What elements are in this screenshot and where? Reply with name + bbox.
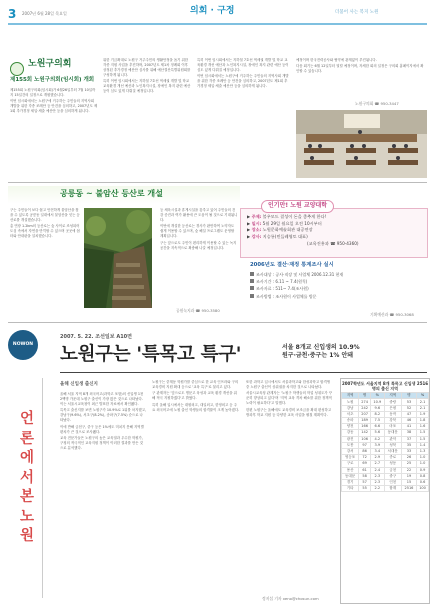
table-cell: 0.9 bbox=[417, 467, 429, 473]
table-cell: 3.9 bbox=[371, 442, 385, 448]
table-cell: 강동 bbox=[342, 430, 359, 436]
table-cell: 47 bbox=[401, 411, 416, 417]
paragraph: 이번 임시회에서는 노원구에 거주하는 주민들의 지역사회 개발을 위한 각종 조례안 등 안건을 심의하고, 2007년도 제1회 추가경정 세입·세출 예산안 등을 심의하게 됩니다. bbox=[197, 74, 289, 89]
press-source: 2007. 5. 22. 조선일보 A10면 bbox=[60, 334, 132, 340]
table-cell: 광진 bbox=[342, 436, 359, 442]
table-cell: 106 bbox=[359, 436, 371, 442]
table-cell: 동대문 bbox=[342, 473, 359, 479]
story2-credit: 공원녹지과 ☎ 950-3580 bbox=[176, 308, 220, 313]
table-cell: 46 bbox=[401, 418, 416, 424]
table-cell: 69 bbox=[359, 461, 371, 467]
table-cell: 57 bbox=[359, 479, 371, 485]
table-cell: 35 bbox=[401, 442, 416, 448]
paragraph: 특히 이번 임시회에서는 지하철 7호선 역세권 개발 및 학교 교육환경 개선 예산과 노인복지시설, 장애인 복지 관련 예산 등이 심도 있게 다뤄질 예정입니다. bbox=[197, 58, 289, 72]
paragraph: 특히 이번 임시회에서는 지하철 7호선 역세권 개발 및 학교 교육환경 개선 예산과 노인복지시설, 장애인 복지 관련 예산 등이 심도 있게 다뤄질 예정입니다. bbox=[103, 79, 191, 94]
table-cell: 37 bbox=[401, 436, 416, 442]
table-cell: 서대문 bbox=[384, 448, 401, 454]
column-header: % bbox=[417, 393, 429, 399]
table-cell: 중랑 bbox=[384, 399, 401, 405]
table-cell: 9.6 bbox=[371, 405, 385, 411]
paragraph: 이에 반해 금천구, 중구 등은 1%에도 미치지 못해 지역별 편차가 큰 것으로 조사됐다. bbox=[60, 424, 144, 434]
table-cell: 2.2 bbox=[371, 486, 385, 492]
table-cell: 52 bbox=[401, 405, 416, 411]
paragraph: 한편 노원구는 올해에도 교육경비 보조금을 확대 편성하고 방과후 학교 지원 등 다양한 교육 사업을 펼칠 계획이다. bbox=[246, 407, 332, 417]
survey-credit: 기획예산과 ☎ 950-3068 bbox=[370, 312, 414, 317]
table-cell: 2.4 bbox=[371, 467, 385, 473]
table-cell: 2516 bbox=[401, 486, 416, 492]
table-cell: 55 bbox=[359, 486, 371, 492]
story2-col1 bbox=[10, 208, 80, 304]
table-cell: 성북 bbox=[384, 442, 401, 448]
paragraph: 예정이며 한국전력공사와 협약에 관계없이 추진됩니다. bbox=[296, 58, 377, 62]
table-cell: 4.2 bbox=[371, 436, 385, 442]
table-cell: 합계 bbox=[384, 486, 401, 492]
nowon-stamp: NOWON bbox=[8, 330, 38, 360]
table-body bbox=[342, 399, 429, 492]
table-cell: 서초 bbox=[342, 411, 359, 417]
table-cell: 2.9 bbox=[371, 455, 385, 461]
story1-subtitle: 제155회 노원구의회(임시회) 개회 bbox=[10, 77, 95, 83]
list-item: 조사대상 : 공사·직장 및 사업체 2006.12.31 현재 bbox=[250, 272, 425, 278]
origin-table bbox=[341, 392, 429, 492]
table-cell: 1.5 bbox=[417, 430, 429, 436]
paragraph: 특히 올해 입시에서는 대원외고, 대일외고, 한영외고 등 주요 외국어고에 노원 출신 학생들의 합격률이 크게 높아졌다. bbox=[152, 402, 240, 412]
bullet-icon bbox=[250, 294, 254, 298]
table-cell: 2.1 bbox=[417, 399, 429, 405]
issue-date: 2007년 6월 28일 목요일 bbox=[22, 11, 67, 16]
table-cell: 26 bbox=[401, 455, 416, 461]
table-cell: 1.9 bbox=[417, 411, 429, 417]
lecture-box bbox=[240, 202, 428, 258]
bullet-icon bbox=[250, 272, 254, 276]
table-cell: 15 bbox=[401, 479, 416, 485]
table-cell: 1.3 bbox=[417, 448, 429, 454]
paragraph: 총 연장 1.2km의 등산로는 숲 사이로 조성되어 도심 속에서 자연을 만끽할 수 있으며 곳곳에 쉼터와 안내판을 설치했습니다. bbox=[10, 224, 80, 239]
table-cell: 1.6 bbox=[417, 424, 429, 430]
table-cell: 207 bbox=[359, 411, 371, 417]
origin-table-box bbox=[340, 378, 430, 604]
story2-col2 bbox=[160, 208, 238, 304]
column-header: 명 bbox=[401, 393, 416, 399]
column-header: 지역 bbox=[384, 393, 401, 399]
table-cell: 동대문 bbox=[384, 430, 401, 436]
list-item: 조사방법 : 조사원이 사업체를 방문 bbox=[250, 294, 425, 300]
press-col2 bbox=[152, 380, 240, 602]
paragraph: 올해 서울 지역 8개 외국어고(과학고 포함)의 신입생 1천 2백명 가운데 노원구 출신이 가장 많은 것으로 나타났다. 이는 서울시교육청이 최근 발표한 자료에서 확인됐다. bbox=[60, 392, 144, 406]
story1-col1 bbox=[10, 88, 98, 178]
table-row bbox=[342, 486, 429, 492]
page-header bbox=[0, 0, 435, 28]
table-cell: 5.6 bbox=[371, 430, 385, 436]
divider bbox=[8, 182, 427, 183]
table-cell: 38 bbox=[401, 430, 416, 436]
table-cell: 2.3 bbox=[371, 479, 385, 485]
table-cell: 1.0 bbox=[417, 461, 429, 467]
press-subhead: 올해 신입생 출신지 bbox=[60, 382, 98, 387]
table-cell: 1.8 bbox=[417, 418, 429, 424]
list-item: ▶ 장소: 노원문화예술회관 대공연장 bbox=[247, 227, 313, 233]
story2-title: 공릉동 ~ 불암산 등산로 개설 bbox=[60, 189, 163, 198]
table-cell: 구로 bbox=[342, 461, 359, 467]
table-cell: 7.5 bbox=[371, 418, 385, 424]
press-col1 bbox=[60, 392, 146, 602]
table-cell: 도봉 bbox=[342, 442, 359, 448]
list-item: 조사기간 : 6.11 ~ 7.4(원칙) bbox=[250, 279, 425, 285]
press-col3 bbox=[246, 380, 334, 592]
column-header: % bbox=[371, 393, 385, 399]
table-cell: 영등포 bbox=[342, 455, 359, 461]
column-header: 명 bbox=[359, 393, 371, 399]
survey-list bbox=[250, 272, 425, 301]
table-cell: 142 bbox=[359, 430, 371, 436]
table-cell: 강서 bbox=[342, 448, 359, 454]
lecture-box-title: 인기만! 노원 교양대학 bbox=[261, 200, 334, 213]
table-cell: 0.6 bbox=[417, 479, 429, 485]
trail-photo bbox=[84, 208, 152, 308]
table-cell: 마포 bbox=[384, 424, 401, 430]
table-cell: 97 bbox=[359, 442, 371, 448]
section-title: 의회 · 구정 bbox=[190, 6, 235, 16]
press-headline: 노원구는 '특목고 특구' bbox=[60, 344, 242, 365]
survey-title: 2006년도 결산·재정 통계조사 실시 bbox=[250, 262, 334, 268]
table-cell: 72 bbox=[359, 455, 371, 461]
table-cell: 100 bbox=[417, 486, 429, 492]
list-item: ▶ 강사: 지승룡(민들레영토 대표) bbox=[247, 234, 308, 240]
headline-rule bbox=[60, 372, 427, 373]
press-deck: 서울 8개교 신입생의 10.9% 원구·금천·중구는 1% 안돼 bbox=[282, 344, 360, 360]
table-cell: 1.5 bbox=[417, 436, 429, 442]
page-number: 3 bbox=[8, 7, 17, 21]
table-cell: 강남 bbox=[342, 405, 359, 411]
table-cell: 10.9 bbox=[371, 399, 385, 405]
table-cell: 0.8 bbox=[417, 473, 429, 479]
story1-col4 bbox=[296, 58, 426, 98]
table-cell: 19 bbox=[401, 473, 416, 479]
table-cell: 동작 bbox=[384, 411, 401, 417]
table-cell: 강북 bbox=[384, 418, 401, 424]
table-cell: 경기 bbox=[342, 479, 359, 485]
table-cell: 6.6 bbox=[371, 424, 385, 430]
paragraph: 교육 전문가들은 노원구의 높은 교육열과 우수한 학원가, 구청의 적극적인 교육지원 정책이 이러한 결과를 만든 것으로 분석했다. bbox=[60, 436, 143, 450]
list-item: (교육진흥과 ☎ 950-4360) bbox=[307, 240, 359, 246]
table-cell: 274 bbox=[359, 399, 371, 405]
table-cell: 종로 bbox=[384, 455, 401, 461]
table-cell: 41 bbox=[401, 424, 416, 430]
council-logo-icon bbox=[10, 62, 24, 76]
bullet-icon bbox=[250, 286, 254, 290]
paragraph: 위한 기금확대로 노원구 거주주민의 생활안정을 돕기 위한 각종 지원 사업을 추진하며, 2007년도 제1차 정례회 이후 상정된 추가경정 예산안 심사를 위해 예산결산특별위원회를 구성하게 됩니다. bbox=[103, 58, 191, 77]
table-cell: 송파 bbox=[342, 418, 359, 424]
paragraph: 또한 과학고 입시에서도 서울과학고와 한성과학고 합격생 중 노원구 출신이 상위권을 차지한 것으로 나타났다. bbox=[246, 380, 330, 389]
header-rule bbox=[8, 23, 427, 25]
list-item: ▶ 주제: 불우모드 결성이 돈을 좋추게 한다! bbox=[247, 214, 327, 219]
column-header: 지역 bbox=[342, 393, 359, 399]
table-cell: 은평 bbox=[384, 405, 401, 411]
paragraph: 이번 임시회에서는 노원구에 거주하는 주민들의 지역사회 개발을 위한 각종 조례안 등 안건을 심의하고, 2007년도 제1회 추가경정 세입·세출 예산안 등을 심의하게 됩니다. bbox=[10, 99, 98, 114]
paragraph: 노원구는 중계동 학원가를 중심으로 한 교육 인프라와 구의 교육경비 지원 확대 등으로 '교육 특구'로 불리고 있다. bbox=[152, 380, 239, 389]
table-cell: 58 bbox=[359, 473, 371, 479]
table-cell: 중구 bbox=[384, 473, 401, 479]
table-cell: 8.2 bbox=[371, 411, 385, 417]
vertical-label: 언론에서 본 노원 bbox=[19, 411, 34, 545]
table-cell: 3.4 bbox=[371, 448, 385, 454]
table-cell: 2.7 bbox=[371, 461, 385, 467]
table-cell: 166 bbox=[359, 424, 371, 430]
council-session-photo bbox=[296, 110, 427, 178]
table-cell: 53 bbox=[401, 399, 416, 405]
story1-credit: 노원구의회 ☎ 950-3447 bbox=[355, 101, 399, 106]
table-cell: 242 bbox=[359, 405, 371, 411]
table-cell: 1.4 bbox=[417, 442, 429, 448]
table-cell: 노원 bbox=[342, 399, 359, 405]
table-cell: 33 bbox=[401, 448, 416, 454]
list-item: 조사자료 : 511~ 7.4(조사원) bbox=[250, 286, 425, 292]
paragraph: 구는 앞으로도 주민이 편리하게 이용할 수 있는 녹지 공간을 지속적으로 확충해 나갈 예정입니다. bbox=[160, 240, 237, 250]
vertical-divider bbox=[42, 378, 43, 598]
paragraph: 등 체육시설과 휴게시설을 갖추고 있어 주민들의 건강 증진과 여가 활용에 큰 도움이 될 것으로 기대됩니다. bbox=[160, 208, 238, 222]
paragraph: 특목고 출신지를 보면 노원구가 10.9%로 1위를 차지했고, 강남구(9.6%), 서초구(8.2%), 송파구(7.5%) 순으로 나타났다. bbox=[60, 408, 146, 423]
bullet-icon bbox=[250, 279, 254, 283]
story1-col2 bbox=[103, 58, 191, 178]
paragraph: 구 관계자는 '앞으로도 명문고 육성과 교육 환경 개선을 위해 적극 지원하겠다'고 밝혔다. bbox=[152, 391, 237, 401]
table-cell: 용산 bbox=[342, 467, 359, 473]
table-cell: 기타 bbox=[342, 486, 359, 492]
table-cell: 22 bbox=[401, 467, 416, 473]
story1-title: 노원구의회 bbox=[28, 59, 72, 69]
table-cell: 금천 bbox=[384, 467, 401, 473]
lecture-list bbox=[247, 214, 359, 248]
table-cell: 61 bbox=[359, 467, 371, 473]
paragraph: 서울시교육청 관계자는 '노원구 학생들의 학업 성취도가 꾸준히 향상되고 있다'며 '지역 교육 격차 해소를 위한 정책적 노력이 필요하다'고 말했다. bbox=[246, 391, 333, 406]
divider bbox=[8, 322, 427, 323]
list-item: ▶ 일시: 5월 29일 월요일 오전 10시부터 bbox=[247, 220, 322, 226]
table-cell: 25 bbox=[401, 461, 416, 467]
paragraph: 구는 주민들이 보다 쉽고 안전하게 불암산을 찾을 수 있도록 공릉동 일대에서 불암산을 잇는 등산로를 개설했습니다. bbox=[10, 208, 80, 222]
table-cell: 2.3 bbox=[371, 473, 385, 479]
paragraph: 다음 회기는 6월 12일부터 열릴 예정이며, 자세한 회의 일정은 구의회 홈페이지에서 확인할 수 있습니다. bbox=[296, 64, 424, 74]
table-cell: 관악 bbox=[384, 436, 401, 442]
slogan: 더불어 사는 복지 노원 bbox=[335, 10, 379, 15]
table-cell: 86 bbox=[359, 448, 371, 454]
story1-col3 bbox=[197, 58, 289, 178]
paragraph: 이번에 개설한 등산로는 경사가 완만하여 노약자도 쉽게 이용할 수 있으며, 숲 해설 프로그램도 운영할 계획입니다. bbox=[160, 224, 235, 239]
table-title: 2007학년도 서울지역 8개 특목고 신입생 2516명의 출신 지역 bbox=[341, 381, 429, 392]
table-cell: 성동 bbox=[384, 461, 401, 467]
table-cell: 1.0 bbox=[417, 455, 429, 461]
table-cell: 2.1 bbox=[417, 405, 429, 411]
press-credit: 정지섭 기자 xeno@chosun.com bbox=[262, 596, 319, 601]
table-cell: 인천 bbox=[384, 479, 401, 485]
table-cell: 양천 bbox=[342, 424, 359, 430]
table-cell: 189 bbox=[359, 418, 371, 424]
paragraph: 제155회 노원구의회(임시회)가 6월26일부터 7월 10일까지 15일간의 일정으로 개원했습니다. bbox=[10, 88, 96, 97]
